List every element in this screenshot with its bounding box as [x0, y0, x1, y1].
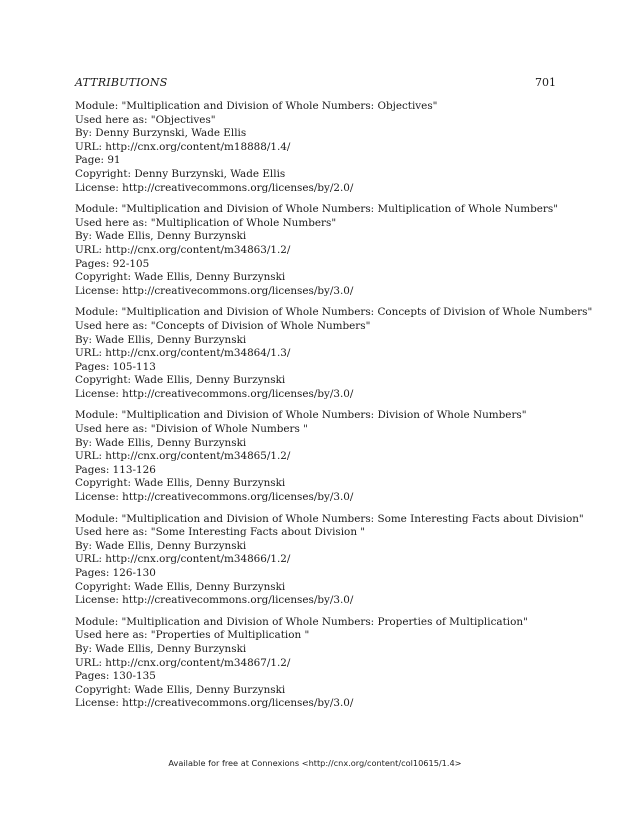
entry-authors: By: Wade Ellis, Denny Burzynski — [75, 333, 247, 346]
entry-url: URL: http://cnx.org/content/m34863/1.2/ — [75, 243, 291, 256]
entry-used-as: Used here as: "Multiplication of Whole Numbers" — [75, 216, 337, 229]
entry-used-as: Used here as: "Some Interesting Facts about Division " — [75, 526, 366, 539]
entry-authors: By: Denny Burzynski, Wade Ellis — [75, 127, 247, 140]
entry-copyright: Copyright: Wade Ellis, Denny Burzynski — [75, 271, 286, 284]
entry-used-as: Used here as: "Division of Whole Numbers " — [75, 423, 308, 436]
entry-pages: Pages: 126-130 — [75, 567, 156, 579]
entry-license: License: http://creativecommons.org/licenses/by/3.0/ — [75, 284, 354, 297]
entry-license: License: http://creativecommons.org/licenses/by/3.0/ — [75, 387, 354, 400]
entry-license: License: http://creativecommons.org/licenses/by/2.0/ — [75, 181, 354, 194]
attribution-entry — [75, 100, 555, 195]
attribution-entry — [75, 203, 558, 298]
entry-authors: By: Wade Ellis, Denny Burzynski — [75, 230, 247, 243]
entry-module: Module: "Multiplication and Division of Whole Numbers: Multiplication of Whole Numbers" — [75, 203, 558, 216]
entry-pages: Pages: 113-126 — [75, 463, 156, 476]
entry-copyright: Copyright: Wade Ellis, Denny Burzynski — [75, 580, 286, 593]
entry-pages: Pages: 130-135 — [75, 670, 156, 683]
entry-used-as: Used here as: "Objectives" — [75, 113, 216, 126]
entry-license: License: http://creativecommons.org/licenses/by/3.0/ — [75, 594, 354, 607]
entry-used-as: Used here as: "Concepts of Division of Whole Numbers" — [75, 319, 371, 332]
entry-module: Module: "Multiplication and Division of Whole Numbers: Some Interesting Facts about Division" — [75, 512, 584, 525]
entry-used-as: Used here as: "Properties of Multiplication " — [75, 629, 310, 642]
entry-module: Module: "Multiplication and Division of Whole Numbers: Properties of Multiplication" — [75, 615, 528, 628]
entry-module: Module: "Multiplication and Division of Whole Numbers: Division of Whole Numbers" — [75, 409, 527, 422]
entry-authors: By: Wade Ellis, Denny Burzynski — [75, 539, 247, 552]
entry-url: URL: http://cnx.org/content/m34867/1.2/ — [75, 656, 291, 669]
entry-license: License: http://creativecommons.org/licenses/by/3.0/ — [75, 697, 354, 710]
entry-pages: Pages: 105-113 — [75, 360, 156, 373]
page-number: 701 — [535, 76, 556, 89]
entry-pages: Page: 91 — [75, 154, 121, 167]
entry-url: URL: http://cnx.org/content/m34866/1.2/ — [75, 553, 291, 566]
entry-copyright: Copyright: Denny Burzynski, Wade Ellis — [75, 167, 286, 180]
entry-authors: By: Wade Ellis, Denny Burzynski — [75, 642, 247, 655]
entry-license: License: http://creativecommons.org/licenses/by/3.0/ — [75, 491, 354, 504]
attribution-list — [75, 100, 593, 719]
section-title: ATTRIBUTIONS — [75, 76, 168, 89]
entry-url: URL: http://cnx.org/content/m34864/1.3/ — [75, 347, 291, 360]
entry-copyright: Copyright: Wade Ellis, Denny Burzynski — [75, 374, 286, 387]
running-header — [75, 76, 556, 92]
entry-url: URL: http://cnx.org/content/m18888/1.4/ — [75, 140, 291, 153]
entry-copyright: Copyright: Wade Ellis, Denny Burzynski — [75, 477, 286, 490]
page-footer: Available for free at Connexions <http://cnx.org/content/col10615/1.4> — [168, 758, 462, 768]
entry-pages: Pages: 92-105 — [75, 257, 150, 270]
attribution-entry — [75, 616, 555, 711]
entry-url: URL: http://cnx.org/content/m34865/1.2/ — [75, 450, 291, 463]
attribution-entry — [75, 306, 593, 401]
attribution-entry — [75, 512, 584, 608]
entry-module: Module: "Multiplication and Division of Whole Numbers: Objectives" — [75, 100, 438, 112]
entry-module: Module: "Multiplication and Division of Whole Numbers: Concepts of Division of Whole Numbers" — [75, 306, 593, 319]
entry-authors: By: Wade Ellis, Denny Burzynski — [75, 436, 247, 449]
attribution-entry — [75, 409, 555, 504]
entry-copyright: Copyright: Wade Ellis, Denny Burzynski — [75, 683, 286, 696]
